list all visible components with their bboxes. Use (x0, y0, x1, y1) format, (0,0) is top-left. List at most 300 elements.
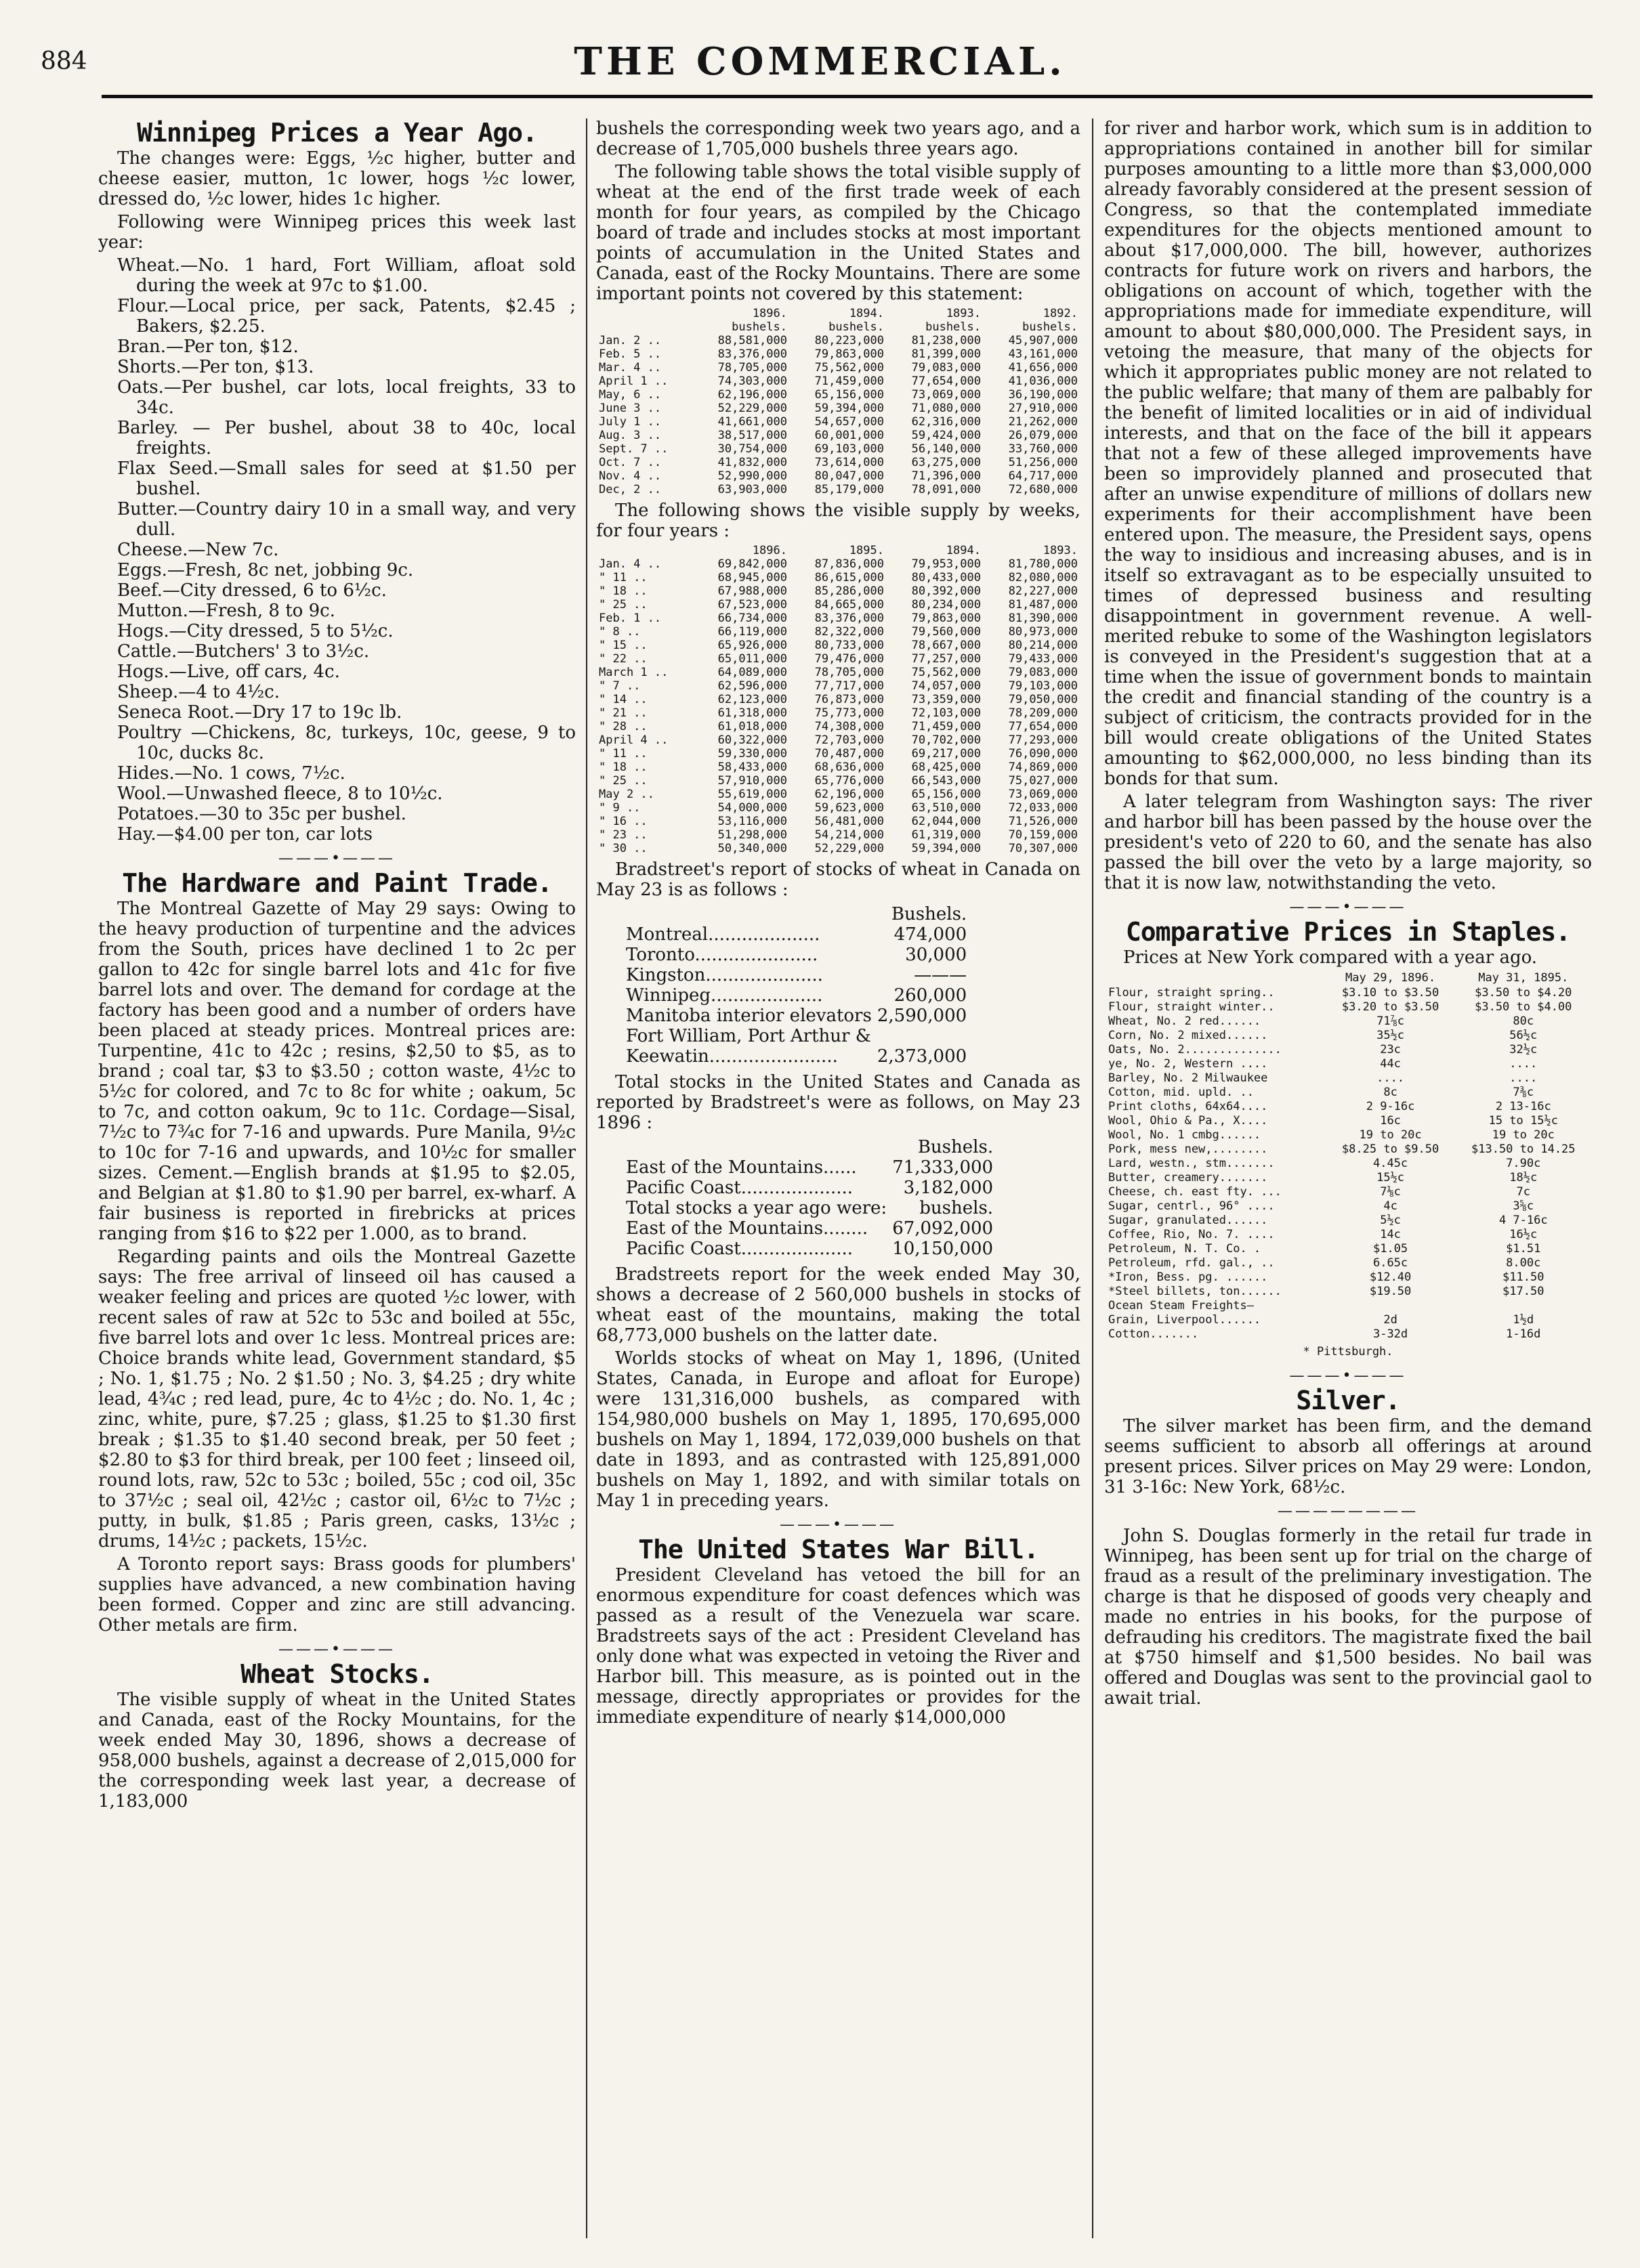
table-cell: " 23 .. (599, 828, 648, 842)
table-cell: 83,376,000 (814, 612, 884, 625)
table-cell: 77,654,000 (911, 375, 981, 388)
table-cell: 53,116,000 (717, 815, 787, 828)
table-row (1104, 1185, 1592, 1199)
table-cell: 21,262,000 (1008, 415, 1078, 429)
table-cell: Pacific Coast.................... (626, 1239, 854, 1259)
column-header: 1892. (1043, 307, 1078, 320)
table-header-row (596, 544, 1080, 557)
table-cell (875, 1026, 969, 1046)
table-cell: Flour, straight spring.. (1108, 986, 1275, 1000)
table-cell: 41,656,000 (1008, 361, 1078, 375)
table-cell: 62,596,000 (717, 679, 787, 693)
column-2 (596, 119, 1080, 2238)
table-cell: 52,229,000 (814, 842, 884, 855)
table-cell: 23c (1380, 1043, 1401, 1056)
column-header: 1895. (849, 544, 884, 557)
article-title: Comparative Prices in Staples. (1125, 917, 1571, 947)
table-cell: 79,050,000 (1008, 693, 1078, 706)
price-item: Seneca Root.—Dry 17 to 19c lb. (117, 702, 402, 723)
table-row (1104, 1086, 1592, 1100)
article-title: Silver. (1296, 1386, 1400, 1415)
table-row (596, 733, 1080, 747)
table-row (596, 469, 1080, 483)
table-cell: 71,333,000 (892, 1157, 994, 1178)
table-cell: 80,214,000 (1008, 639, 1078, 652)
table-cell: 75,027,000 (1008, 774, 1078, 788)
table-cell: 56½c (1509, 1029, 1538, 1042)
table-row (623, 1006, 969, 1026)
table-cell: 58,433,000 (717, 761, 787, 774)
price-item: Eggs.—Fresh, 8c net, jobbing 9c. (117, 560, 414, 580)
table-row (1104, 1057, 1592, 1071)
table-cell: 80,733,000 (814, 639, 884, 652)
paragraph: A Toronto report says: Brass goods for plumbers' supplies have advanced, a new combination having been formed. Copper and zinc are still advancing. Other metals are firm. (98, 1554, 576, 1635)
table-cell: 82,322,000 (814, 625, 884, 639)
table-cell: Cotton....... (1108, 1327, 1199, 1341)
table-cell: June 3 .. (599, 402, 662, 415)
table-cell: 81,487,000 (1008, 598, 1078, 612)
table-cell: 15½c (1376, 1171, 1405, 1184)
table-cell: 52,990,000 (717, 469, 787, 483)
article-title: The United States War Bill. (638, 1535, 1038, 1564)
table-row (596, 334, 1080, 347)
table-cell: 45,907,000 (1008, 334, 1078, 347)
table-row (1104, 1043, 1592, 1057)
table-cell: Montreal.................... (626, 924, 820, 945)
table-cell: Wheat, No. 2 red...... (1108, 1014, 1261, 1028)
table-cell: $19.50 (1369, 1285, 1412, 1298)
table-cell: " 30 .. (599, 842, 648, 855)
table-cell: 16c (1380, 1114, 1401, 1128)
table-row (1104, 1327, 1592, 1342)
price-item: Mutton.—Fresh, 8 to 9c. (117, 601, 335, 621)
table-row (596, 456, 1080, 469)
table-cell: 67,523,000 (717, 598, 787, 612)
table-cell: 79,476,000 (814, 652, 884, 666)
table-cell: 78,705,000 (814, 666, 884, 679)
table-cell: $17.50 (1502, 1285, 1544, 1298)
table-cell: 62,123,000 (717, 693, 787, 706)
table-cell: 6.65c (1372, 1256, 1408, 1270)
table-cell: March 1 .. (599, 666, 669, 679)
table-cell: Cotton, mid. upld. .. (1108, 1086, 1254, 1099)
price-item: Sheep.—4 to 4½c. (117, 682, 280, 702)
column-header: 1893. (1043, 544, 1078, 557)
table-cell: " 7 .. (599, 679, 641, 693)
table-row (596, 639, 1080, 652)
table-cell: 27,910,000 (1008, 402, 1078, 415)
column-header: bushels. (828, 320, 884, 334)
table-cell: 16½c (1509, 1228, 1538, 1241)
column-header: 1894. (946, 544, 981, 557)
table-cell: 78,705,000 (717, 361, 787, 375)
table-cell: 79,433,000 (1008, 652, 1078, 666)
table-cell: " 18 .. (599, 584, 648, 598)
table-row (1104, 1214, 1592, 1228)
table-cell: ——— (914, 965, 967, 985)
table-cell: 33,760,000 (1008, 442, 1078, 456)
paragraph: bushels the corresponding week two years ago, and a decrease of 1,705,000 bushels three years ago. (596, 119, 1080, 159)
paragraph: The following shows the visible supply by weeks, for four years : (596, 500, 1080, 541)
table-cell: 51,298,000 (717, 828, 787, 842)
table-cell: 74,303,000 (717, 375, 787, 388)
column-header (596, 544, 693, 557)
unit-label: Bushels. (891, 904, 967, 924)
table-row (623, 965, 969, 985)
price-item: Wool.—Unwashed fleece, 8 to 10½c. (117, 784, 443, 804)
table-cell: 79,863,000 (814, 347, 884, 361)
column-header (1104, 970, 1326, 986)
table-cell: 85,286,000 (814, 584, 884, 598)
table-row (1104, 1171, 1592, 1185)
table-cell: Coffee, Rio, No. 7. .... (1108, 1228, 1275, 1241)
table-cell: 80,223,000 (814, 334, 884, 347)
table-cell: $13.50 to 14.25 (1471, 1142, 1576, 1156)
section-separator: ———•——— (278, 1641, 396, 1658)
table-cell: Ocean Steam Freights— (1108, 1299, 1254, 1312)
table-cell: 71,459,000 (814, 375, 884, 388)
table-cell: 64,717,000 (1008, 469, 1078, 483)
table-cell: 72,680,000 (1008, 483, 1078, 496)
table-cell: Pork, mess new,........ (1108, 1142, 1268, 1156)
table-cell: Total stocks a year ago were: (626, 1198, 887, 1218)
table-cell: 81,399,000 (911, 347, 981, 361)
table-cell: Toronto...................... (626, 945, 818, 965)
table-cell: 79,560,000 (911, 625, 981, 639)
table-cell: 57,910,000 (717, 774, 787, 788)
table-cell: 30,754,000 (717, 442, 787, 456)
table-cell: 2 9-16c (1366, 1100, 1415, 1113)
table-row (596, 706, 1080, 720)
table-row (623, 985, 969, 1006)
table-cell: 7c (1516, 1185, 1530, 1199)
table-row (623, 1157, 996, 1178)
table-row (596, 347, 1080, 361)
table-cell: 73,069,000 (911, 388, 981, 402)
table-cell: 62,196,000 (717, 388, 787, 402)
column-header: bushels. (1022, 320, 1078, 334)
table-cell: 7.90c (1506, 1157, 1541, 1170)
column-3 (1104, 119, 1592, 2238)
table-cell: 41,832,000 (717, 456, 787, 469)
price-item: Cheese.—New 7c. (117, 540, 279, 560)
table-cell: 1½d (1513, 1313, 1534, 1327)
table-cell: 70,159,000 (1008, 828, 1078, 842)
price-item: Hogs.—Live, off cars, 4c. (117, 662, 340, 682)
table-cell: 78,091,000 (911, 483, 981, 496)
table-cell: 4 7-16c (1498, 1214, 1548, 1227)
table-cell: 3⅝c (1513, 1199, 1534, 1213)
table-cell: East of the Mountains........ (626, 1218, 868, 1239)
table-cell: 4.45c (1372, 1157, 1408, 1170)
total-stocks-table (623, 1137, 996, 1259)
monthly-supply-table (596, 307, 1080, 496)
table-row (1104, 1029, 1592, 1043)
price-item: Potatoes.—30 to 35c per bushel. (117, 804, 406, 824)
table-cell: .... (1376, 1071, 1405, 1085)
column-header: May 31, 1895. (1478, 971, 1569, 985)
table-cell: Keewatin....................... (626, 1046, 838, 1067)
table-cell: bushels. (919, 1198, 994, 1218)
column-divider (1092, 119, 1093, 2238)
table-cell: Sept. 7 .. (599, 442, 669, 456)
table-row (596, 375, 1080, 388)
table-row (596, 402, 1080, 415)
price-item: Bran.—Per ton, $12. (117, 337, 299, 357)
table-cell: $1.51 (1506, 1242, 1541, 1256)
table-cell: Flour, straight winter.. (1108, 1000, 1275, 1014)
paragraph: The silver market has been firm, and the demand seems sufficient to absorb all offerings at around present prices. Silver prices on May 29 were: London, 31 3-16c: New York, 68½c. (1104, 1416, 1592, 1497)
table-cell: 65,926,000 (717, 639, 787, 652)
table-cell: 3,182,000 (903, 1178, 994, 1198)
paragraph: John S. Douglas formerly in the retail fur trade in Winnipeg, has been sent up for trial on the charge of fraud as a result of the preliminary investigation. The charge is that he disposed of goods very cheaply and made no entries in his books, for the purpose of defrauding his creditors. The magistrate fixed the bail at $750 himself and $1,500 besides. No bail was offered and Douglas was sent to the provincial gaol to await trial. (1104, 1526, 1592, 1709)
table-cell: 59,394,000 (911, 842, 981, 855)
table-cell: 79,953,000 (911, 557, 981, 571)
column-header: bushels. (732, 320, 787, 334)
column-header: May 29, 1896. (1345, 971, 1436, 985)
table-cell: 62,316,000 (911, 415, 981, 429)
table-cell: " 25 .. (599, 774, 648, 788)
table-cell: 3-32d (1372, 1327, 1408, 1341)
table-cell: 79,103,000 (1008, 679, 1078, 693)
table-cell: 72,703,000 (814, 733, 884, 747)
table-cell: Feb. 1 .. (599, 612, 662, 625)
table-cell: 77,654,000 (1008, 720, 1078, 733)
table-cell: 74,308,000 (814, 720, 884, 733)
table-cell: 81,390,000 (1008, 612, 1078, 625)
table-cell: 78,209,000 (1008, 706, 1078, 720)
table-cell: 1-16d (1506, 1327, 1541, 1341)
table-row (596, 666, 1080, 679)
table-cell: 74,057,000 (911, 679, 981, 693)
table-row (623, 1198, 996, 1218)
section-separator: ———•——— (780, 1516, 897, 1533)
table-cell: 71,080,000 (911, 402, 981, 415)
table-cell: 82,080,000 (1008, 571, 1078, 584)
table-cell: " 14 .. (599, 693, 648, 706)
table-cell (623, 904, 875, 924)
price-item: Flax Seed.—Small sales for seed at $1.50 per bushel. (117, 458, 576, 499)
table-cell: " 25 .. (599, 598, 648, 612)
paragraph: for river and harbor work, which sum is in addition to appropriations contained in another bill for similar purposes amounting to a little more than $3,000,000 already favorably considered at the present session of Congress, so that the contemplated immediate expenditures for the objects mentioned amount to about $17,000,000. The bill, however, authorizes contracts for future work on rivers and harbors, the obligations on account of which, together with the appropriations made for immediate expenditure, will amount to about $80,000,000. The President says, in vetoing the measure, that many of the objects for which it appropriates public money are not related to the public welfare; that many of them are palbably for the benefit of limited localities or in aid of individual interests, and that on the face of the bill it appears that not a few of these alleged improvements have been so improvidely planned and prosecuted that after an unwise expenditure of millions of dollars new experiments for their accomplishment have been entered upon. The measure, the President says, opens the way to insidious and increasing abuses, and is in itself so extravagant as to be especially unsuited to times of depressed business and resulting disappointment in government revenue. A well-merited rebuke to some of the Washington legislators is conveyed in the President's suggestion that at a time when the issue of government bonds to maintain the credit and financial standing of the country is a subject of criticism, the contracts provided for in the bill would create obligations of the United States amounting to $62,000,000, no less binding than its bonds for that sum. (1104, 119, 1592, 789)
table-cell: " 21 .. (599, 706, 648, 720)
table-row (596, 361, 1080, 375)
table-cell: 7⅛c (1380, 1185, 1401, 1199)
table-cell: 5½c (1380, 1214, 1401, 1227)
table-row (596, 842, 1080, 855)
table-row (623, 1239, 996, 1259)
table-cell: 79,083,000 (1008, 666, 1078, 679)
price-item: Shorts.—Per ton, $13. (117, 357, 314, 377)
table-cell: .... (1509, 1057, 1538, 1071)
table-row (1104, 986, 1592, 1000)
table-cell: *Iron, Bess. pg. ...... (1108, 1270, 1268, 1284)
table-row (1104, 1142, 1592, 1157)
table-cell: Sugar, granulated...... (1108, 1214, 1268, 1227)
table-row (1104, 1199, 1592, 1214)
table-cell: 65,776,000 (814, 774, 884, 788)
table-cell: April 4 .. (599, 733, 669, 747)
weekly-supply-table (596, 544, 1080, 855)
table-cell: 77,257,000 (911, 652, 981, 666)
table-cell: $3.50 to $4.20 (1475, 986, 1572, 1000)
table-cell: *Steel billets, ton...... (1108, 1285, 1282, 1298)
table-row (596, 388, 1080, 402)
table-cell: 72,033,000 (1008, 801, 1078, 815)
table-cell: 62,044,000 (911, 815, 981, 828)
table-cell: 35½c (1376, 1029, 1405, 1042)
table-cell: " 22 .. (599, 652, 648, 666)
table-cell: 71,459,000 (911, 720, 981, 733)
table-cell: May, 6 .. (599, 388, 662, 402)
table-cell (1326, 1299, 1455, 1313)
table-cell: 54,000,000 (717, 801, 787, 815)
table-row (596, 679, 1080, 693)
table-cell: 80,433,000 (911, 571, 981, 584)
table-cell: 81,780,000 (1008, 557, 1078, 571)
paragraph: Bradstreets report for the week ended May 30, shows a decrease of 2 560,000 bushels in stocks of wheat east of the mountains, making the total 68,773,000 bushels on the latter date. (596, 1264, 1080, 1346)
paragraph: President Cleveland has vetoed the bill for an enormous expenditure for coast defences which was passed as a result of the Venezuela war scare. Bradstreets says of the act : President Cleveland has only done what was expected in vetoing the River and Harbor bill. This measure, as is pointed out in the message, directly appropriates or provides for the immediate expenditure of nearly $14,000,000 (596, 1565, 1080, 1728)
price-item: Barley. — Per bushel, about 38 to 40c, local freights. (117, 418, 576, 458)
price-item: Cattle.—Butchers' 3 to 3½c. (117, 641, 370, 662)
table-header-row (623, 1137, 996, 1157)
table-cell: 8c (1383, 1086, 1397, 1099)
table-cell: 81,238,000 (911, 334, 981, 347)
table-row (623, 945, 969, 965)
table-footnote: * Pittsburgh. (1303, 1345, 1393, 1358)
page-header (0, 0, 1640, 102)
table-cell: " 28 .. (599, 720, 648, 733)
table-row (1104, 1228, 1592, 1242)
article-title: The Hardware and Paint Trade. (122, 868, 552, 898)
table-cell: 62,196,000 (814, 788, 884, 801)
table-cell: $1.05 (1372, 1242, 1408, 1256)
table-cell: 80,392,000 (911, 584, 981, 598)
table-cell: 63,510,000 (911, 801, 981, 815)
table-cell: Aug. 3 .. (599, 429, 662, 442)
table-cell: 69,842,000 (717, 557, 787, 571)
table-row (623, 1178, 996, 1198)
table-row (596, 652, 1080, 666)
table-cell: 71,396,000 (911, 469, 981, 483)
table-cell (1455, 1299, 1592, 1313)
table-row (1104, 1128, 1592, 1142)
table-cell: April 1 .. (599, 375, 669, 388)
section-separator: ———•——— (1289, 1367, 1407, 1384)
price-item: Hogs.—City dressed, 5 to 5½c. (117, 621, 394, 641)
table-row (1104, 1100, 1592, 1114)
table-cell: 59,424,000 (911, 429, 981, 442)
table-cell: 74,869,000 (1008, 761, 1078, 774)
price-item: Oats.—Per bushel, car lots, local freights, 33 to 34c. (117, 377, 576, 418)
table-cell: 79,083,000 (911, 361, 981, 375)
table-row (1104, 1256, 1592, 1270)
table-cell: 86,615,000 (814, 571, 884, 584)
column-header: 1894. (849, 307, 884, 320)
table-row (1104, 1313, 1592, 1327)
table-cell: Pacific Coast.................... (626, 1178, 854, 1198)
table-cell: Kingston..................... (626, 965, 823, 985)
table-row (1104, 1014, 1592, 1029)
table-row (596, 584, 1080, 598)
table-cell: 7⅜c (1513, 1086, 1534, 1099)
table-cell: Corn, No. 2 mixed...... (1108, 1029, 1268, 1042)
table-cell: Cheese, ch. east fty. ... (1108, 1185, 1282, 1199)
paragraph: Worlds stocks of wheat on May 1, 1896, (United States, Canada, in Europe and afloat for Europe) were 131,316,000 bushels, as compared with 154,980,000 bushels on May 1, 1895, 170,695,000 bushels on May 1, 1894, 172,039,000 bushels on that date in 1893, and as contrasted with 125,891,000 bushels on May 1, 1892, and with similar totals on May 1 in preceding years. (596, 1348, 1080, 1511)
price-item: Butter.—Country dairy 10 in a small way, and very dull. (117, 499, 576, 540)
table-row (596, 815, 1080, 828)
table-cell: 70,307,000 (1008, 842, 1078, 855)
table-cell: " 18 .. (599, 761, 648, 774)
unit-label: Bushels. (917, 1137, 994, 1157)
table-cell: Petroleum, rfd. gal., .. (1108, 1256, 1275, 1270)
table-cell: 56,481,000 (814, 815, 884, 828)
table-cell: 65,011,000 (717, 652, 787, 666)
table-cell: 59,623,000 (814, 801, 884, 815)
table-cell: 65,156,000 (814, 388, 884, 402)
table-cell: 10,150,000 (892, 1239, 994, 1259)
table-row (596, 442, 1080, 456)
article-title: Winnipeg Prices a Year Ago. (137, 119, 537, 148)
canada-stocks-table (623, 904, 969, 1067)
table-cell: 65,156,000 (911, 788, 981, 801)
table-cell: 70,487,000 (814, 747, 884, 761)
table-cell: 19 to 20c (1359, 1128, 1422, 1142)
table-header-row (623, 904, 969, 924)
table-cell: 8.00c (1506, 1256, 1541, 1270)
table-cell: July 1 .. (599, 415, 662, 429)
table-cell: 56,140,000 (911, 442, 981, 456)
paragraph: Following were Winnipeg prices this week last year: (98, 212, 576, 253)
table-cell: May 2 .. (599, 788, 654, 801)
table-cell: 73,359,000 (911, 693, 981, 706)
table-cell: 60,001,000 (814, 429, 884, 442)
table-cell: 75,773,000 (814, 706, 884, 720)
table-cell: Wool, No. 1 cmbg...... (1108, 1128, 1261, 1142)
table-row (1104, 1071, 1592, 1086)
table-row (596, 761, 1080, 774)
price-item: Flour.—Local price, per sack, Patents, $2.45 ; Bakers, $2.25. (117, 296, 576, 337)
table-cell: 41,036,000 (1008, 375, 1078, 388)
table-cell: 82,227,000 (1008, 584, 1078, 598)
table-cell: 83,376,000 (717, 347, 787, 361)
table-cell: 54,214,000 (814, 828, 884, 842)
price-list (98, 255, 576, 844)
table-cell: " 8 .. (599, 625, 641, 639)
table-row (596, 774, 1080, 788)
paragraph: A later telegram from Washington says: The river and harbor bill has been passed by the house over the president's veto of 220 to 60, and the senate has also passed the bill over the veto by a large majority, so that it is now law, notwithstanding the veto. (1104, 792, 1592, 893)
table-row (623, 1046, 969, 1067)
table-row (596, 571, 1080, 584)
table-cell: Winnipeg.................... (626, 985, 823, 1006)
table-cell: 71,526,000 (1008, 815, 1078, 828)
table-cell: 2,373,000 (877, 1046, 967, 1067)
column-header: 1896. (752, 307, 787, 320)
table-cell: 2 13-16c (1495, 1100, 1551, 1113)
table-cell: Jan. 2 .. (599, 334, 662, 347)
table-cell: 14c (1380, 1228, 1401, 1241)
column-header: 1893. (946, 307, 981, 320)
table-cell: $12.40 (1369, 1270, 1412, 1284)
table-cell: 75,562,000 (814, 361, 884, 375)
table-cell: 85,179,000 (814, 483, 884, 496)
table-cell: 68,425,000 (911, 761, 981, 774)
table-row (596, 788, 1080, 801)
table-cell: 72,103,000 (911, 706, 981, 720)
table-row (596, 483, 1080, 496)
table-cell: 68,636,000 (814, 761, 884, 774)
table-cell: 64,089,000 (717, 666, 787, 679)
